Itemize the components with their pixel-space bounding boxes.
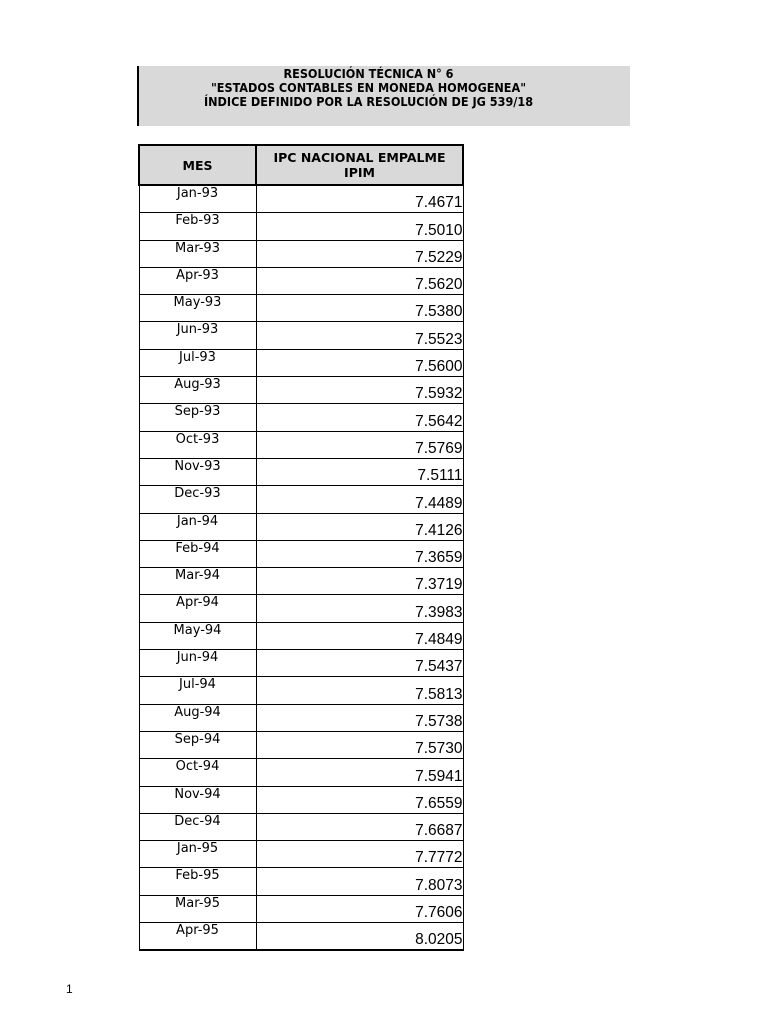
table-row xyxy=(139,458,463,485)
cell-month: Sep-94 xyxy=(139,731,256,758)
cell-ipc-value: 7.5523 xyxy=(256,322,463,349)
cell-ipc-value: 7.5229 xyxy=(256,240,463,267)
cell-month: Dec-93 xyxy=(139,486,256,513)
cell-ipc-value: 7.6687 xyxy=(256,813,463,840)
cell-ipc-value: 8.0205 xyxy=(256,923,463,951)
cell-month: Apr-95 xyxy=(139,923,256,951)
cell-ipc-value: 7.5769 xyxy=(256,431,463,458)
table-row xyxy=(139,540,463,567)
cell-month: Mar-93 xyxy=(139,240,256,267)
cell-ipc-value: 7.5600 xyxy=(256,349,463,376)
table-row xyxy=(139,868,463,895)
page-number: 1 xyxy=(66,982,73,996)
title-line-2: "ESTADOS CONTABLES EN MONEDA HOMOGENEA" xyxy=(210,80,527,95)
cell-ipc-value: 7.7606 xyxy=(256,895,463,922)
cell-ipc-value: 7.5437 xyxy=(256,650,463,677)
table-row xyxy=(139,267,463,294)
column-header-mes: MES xyxy=(139,145,256,185)
table-row xyxy=(139,677,463,704)
cell-month: Jan-95 xyxy=(139,841,256,868)
cell-month: Jul-94 xyxy=(139,677,256,704)
cell-month: Feb-93 xyxy=(139,213,256,240)
cell-month: Jan-94 xyxy=(139,513,256,540)
cell-ipc-value: 7.6559 xyxy=(256,786,463,813)
cell-month: Feb-94 xyxy=(139,540,256,567)
cell-month: Oct-94 xyxy=(139,759,256,786)
table-row xyxy=(139,704,463,731)
table-row xyxy=(139,622,463,649)
cell-month: Jun-93 xyxy=(139,322,256,349)
table-row xyxy=(139,759,463,786)
table-row xyxy=(139,486,463,513)
cell-month: Apr-94 xyxy=(139,595,256,622)
title-block xyxy=(137,66,630,126)
cell-month: Apr-93 xyxy=(139,267,256,294)
cell-ipc-value: 7.4671 xyxy=(256,185,463,213)
cell-month: Sep-93 xyxy=(139,404,256,431)
cell-ipc-value: 7.3983 xyxy=(256,595,463,622)
cell-ipc-value: 7.5010 xyxy=(256,213,463,240)
cell-month: Nov-94 xyxy=(139,786,256,813)
title-line-3: ÍNDICE DEFINIDO POR LA RESOLUCIÓN DE JG 539/18 xyxy=(203,94,534,109)
table-row xyxy=(139,240,463,267)
cell-month: May-93 xyxy=(139,295,256,322)
table-row xyxy=(139,322,463,349)
cell-ipc-value: 7.5738 xyxy=(256,704,463,731)
table-row xyxy=(139,185,463,213)
cell-ipc-value: 7.4489 xyxy=(256,486,463,513)
cell-ipc-value: 7.5380 xyxy=(256,295,463,322)
table-row xyxy=(139,786,463,813)
table-header-row xyxy=(139,145,463,185)
cell-ipc-value: 7.5730 xyxy=(256,731,463,758)
table-row xyxy=(139,813,463,840)
cell-month: May-94 xyxy=(139,622,256,649)
cell-month: Mar-95 xyxy=(139,895,256,922)
cell-month: Aug-93 xyxy=(139,377,256,404)
cell-month: Feb-95 xyxy=(139,868,256,895)
cell-ipc-value: 7.5813 xyxy=(256,677,463,704)
ipc-table xyxy=(138,144,464,951)
table-row xyxy=(139,404,463,431)
cell-month: Dec-94 xyxy=(139,813,256,840)
table-row xyxy=(139,431,463,458)
table-row xyxy=(139,568,463,595)
cell-ipc-value: 7.8073 xyxy=(256,868,463,895)
table-row xyxy=(139,895,463,922)
column-header-ipc: IPC NACIONAL EMPALME IPIM xyxy=(256,145,463,185)
table-row xyxy=(139,841,463,868)
table-row xyxy=(139,513,463,540)
cell-ipc-value: 7.5111 xyxy=(256,458,463,485)
cell-ipc-value: 7.4126 xyxy=(256,513,463,540)
cell-ipc-value: 7.7772 xyxy=(256,841,463,868)
cell-ipc-value: 7.3659 xyxy=(256,540,463,567)
cell-month: Jul-93 xyxy=(139,349,256,376)
cell-month: Oct-93 xyxy=(139,431,256,458)
table-row xyxy=(139,349,463,376)
cell-ipc-value: 7.3719 xyxy=(256,568,463,595)
cell-ipc-value: 7.5932 xyxy=(256,377,463,404)
table-row xyxy=(139,923,463,951)
cell-ipc-value: 7.5620 xyxy=(256,267,463,294)
table-row xyxy=(139,650,463,677)
table-row xyxy=(139,595,463,622)
table-row xyxy=(139,377,463,404)
cell-ipc-value: 7.4849 xyxy=(256,622,463,649)
table-row xyxy=(139,213,463,240)
title-line-1: RESOLUCIÓN TÉCNICA N° 6 xyxy=(283,66,454,81)
table-row xyxy=(139,295,463,322)
table-body xyxy=(139,185,463,950)
cell-month: Jan-93 xyxy=(139,185,256,213)
cell-ipc-value: 7.5941 xyxy=(256,759,463,786)
cell-month: Aug-94 xyxy=(139,704,256,731)
cell-month: Nov-93 xyxy=(139,458,256,485)
cell-month: Jun-94 xyxy=(139,650,256,677)
table-row xyxy=(139,731,463,758)
cell-month: Mar-94 xyxy=(139,568,256,595)
cell-ipc-value: 7.5642 xyxy=(256,404,463,431)
